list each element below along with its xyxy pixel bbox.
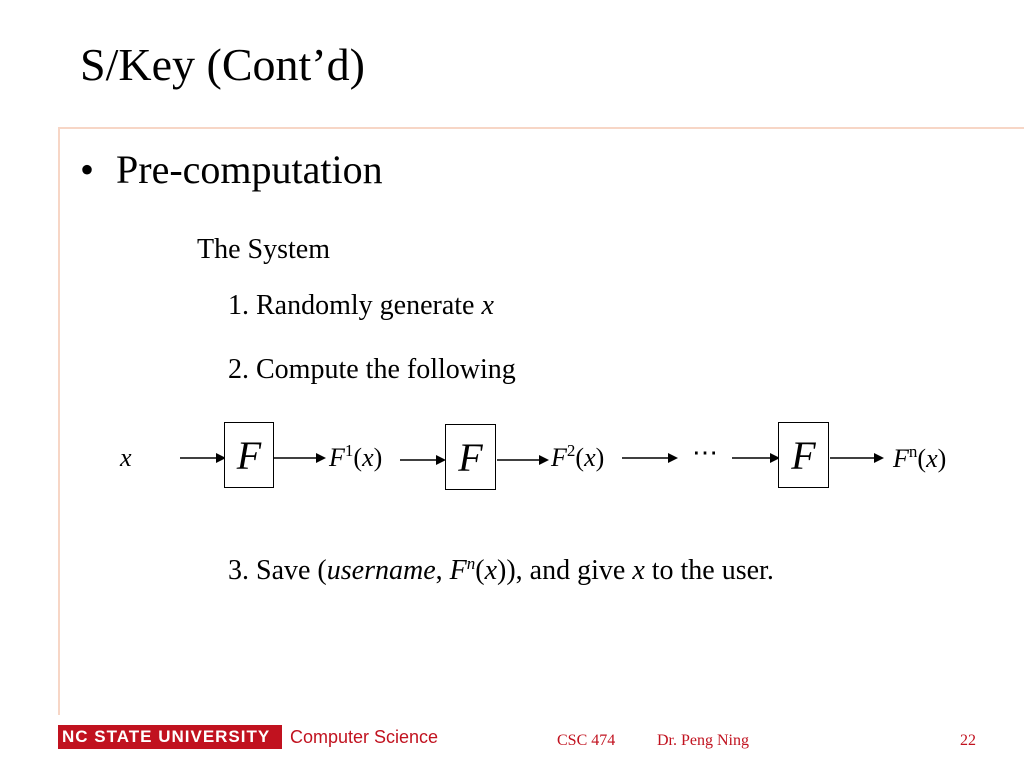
arrow-2 bbox=[274, 452, 326, 464]
step-1-text: 1. Randomly generate bbox=[228, 290, 482, 321]
university-logo: NC STATE UNIVERSITY bbox=[58, 725, 282, 749]
step-1 bbox=[228, 292, 494, 320]
course-label: CSC 474 bbox=[557, 732, 616, 749]
output-f2: $F^2(x)$ bbox=[551, 441, 605, 472]
arrow-1 bbox=[180, 452, 226, 464]
arrow-4 bbox=[497, 454, 549, 466]
output-fn: $F^n(x)$ bbox=[893, 442, 947, 473]
department-label: Computer Science bbox=[290, 727, 439, 747]
ellipsis: ⋯ bbox=[692, 438, 718, 467]
left-margin-rule bbox=[58, 127, 60, 715]
slide-title: S/Key (Cont’d) bbox=[80, 39, 365, 90]
diagram-input-x: x bbox=[120, 443, 132, 472]
step-2: 2. Compute the following bbox=[228, 354, 516, 385]
function-box-3: F bbox=[778, 422, 829, 488]
bullet-text: Pre-computation bbox=[116, 147, 383, 192]
function-box-2: F bbox=[445, 424, 496, 490]
arrow-5 bbox=[622, 452, 678, 464]
section-heading: The System bbox=[197, 234, 330, 265]
instructor-label: Dr. Peng Ning bbox=[657, 732, 749, 749]
function-box-1: F bbox=[224, 422, 274, 488]
arrow-7 bbox=[830, 452, 884, 464]
bullet-dot: • bbox=[80, 147, 95, 192]
step-3: 3. Save (username, $F^n(x)$), and give x to the user. bbox=[228, 554, 774, 586]
step-1-var: x bbox=[481, 290, 494, 321]
title-divider bbox=[60, 127, 1024, 129]
arrow-3 bbox=[400, 454, 446, 466]
arrow-6 bbox=[732, 452, 780, 464]
output-f1: $F^1(x)$ bbox=[329, 441, 383, 472]
page-number: 22 bbox=[960, 732, 976, 749]
